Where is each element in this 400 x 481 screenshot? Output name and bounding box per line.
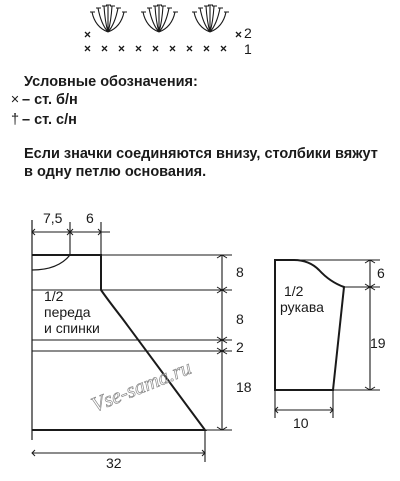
dim-body-width: 32: [106, 455, 122, 471]
legend-item-single-crochet: [8, 92, 78, 108]
dim-sleeve-cuff-width: 10: [293, 415, 309, 431]
single-crochet-symbol-icon: ×: [10, 92, 20, 108]
stitch-row-x-marks: [85, 32, 241, 51]
dim-lower-height: 18: [236, 379, 252, 395]
stitch-fan: [141, 5, 178, 32]
legend-item-double-crochet: [8, 112, 77, 128]
row-number-1: 1: [244, 41, 252, 57]
body-piece-label-line1: 1/2: [44, 288, 64, 304]
watermark-text: Vse-sama.ru: [87, 355, 195, 417]
body-piece-outline: [32, 220, 232, 462]
dim-sleeve-cap-height: 6: [377, 265, 385, 281]
dim-sleeve-length: 19: [370, 335, 386, 351]
dim-shoulder-width: 6: [86, 210, 94, 226]
dim-band-height: 2: [236, 339, 244, 355]
double-crochet-symbol-icon: †: [10, 112, 20, 128]
stitch-fan: [192, 5, 229, 32]
sleeve-label-line1: 1/2: [284, 283, 304, 299]
dim-neck-width: 7,5: [43, 210, 63, 226]
row-number-2: 2: [244, 25, 252, 41]
legend-note: Если значки соединяются внизу, столбики вяжут в одну петлю основания.: [24, 146, 378, 180]
legend-item-text: – ст. б/н: [22, 92, 78, 108]
stitch-fan: [90, 5, 127, 32]
stitch-chart: [85, 5, 241, 51]
dim-armhole-height: 8: [236, 264, 244, 280]
legend-title: Условные обозначения:: [24, 74, 198, 90]
legend-item-text: – ст. с/н: [22, 112, 77, 128]
body-piece-label-line3: и спинки: [44, 320, 100, 336]
dim-raglan-height: 8: [236, 311, 244, 327]
body-piece-label-line2: переда: [44, 304, 91, 320]
sleeve-label-line2: рукава: [280, 299, 324, 315]
